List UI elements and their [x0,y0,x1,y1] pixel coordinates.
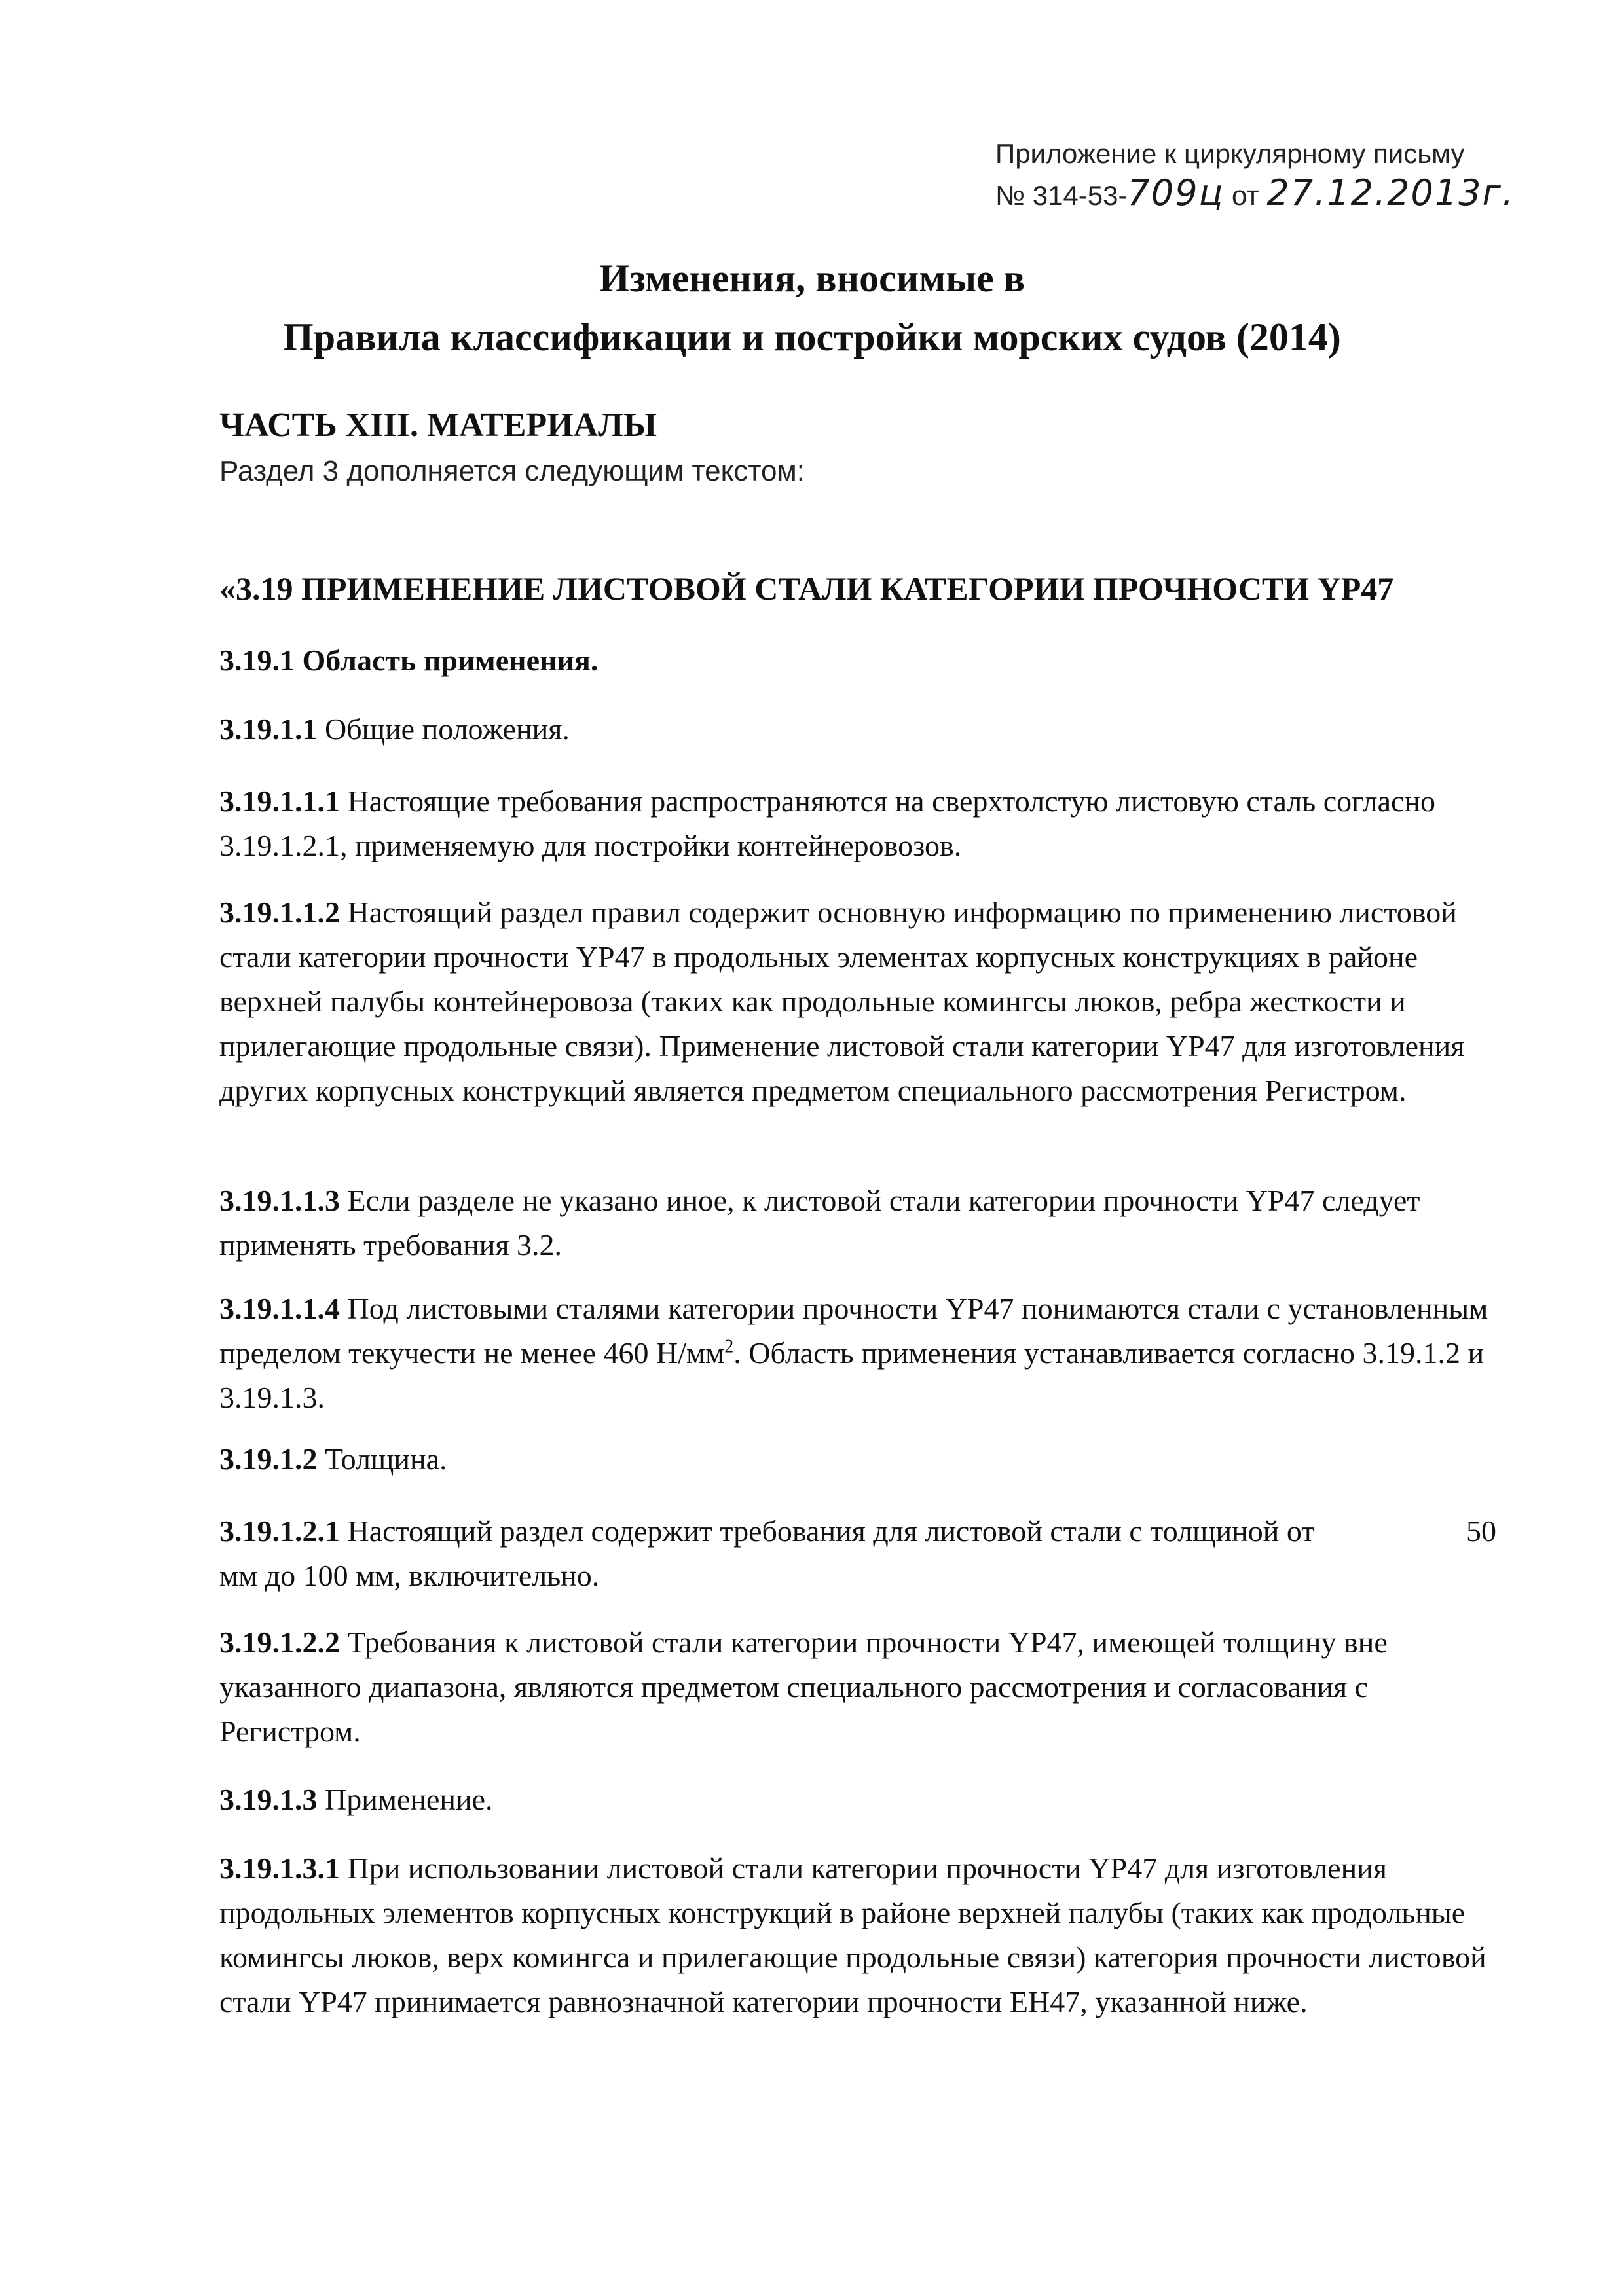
section-heading: «3.19 ПРИМЕНЕНИЕ ЛИСТОВОЙ СТАЛИ КАТЕГОРИИ ПРОЧНОСТИ YP47 [219,570,1394,607]
paragraph-3-19-1-1-1 [219,779,1496,868]
paragraph-text: Настоящий раздел содержит требования для листовой стали с толщиной от [347,1514,1315,1548]
thickness-value: 50 [1466,1514,1496,1548]
paragraph-3-19-1 [219,638,1496,683]
paragraph-number: 3.19.1.2.1 [219,1514,340,1548]
paragraph-number: 3.19.1.2.2 [219,1626,340,1659]
paragraph-text: Общие положения. [325,712,570,746]
letter-number-handwritten: 709ц [1127,172,1225,213]
paragraph-text: Применение. [325,1783,493,1816]
paragraph-3-19-1-3-1 [219,1846,1496,2024]
date-handwritten: 27.12.2013г. [1266,172,1515,213]
paragraph-3-19-1-1-2 [219,890,1496,1113]
paragraph-number: 3.19.1.1.1 [219,784,340,818]
paragraph-text: Настоящие требования распространяются на сверхтолстую листовую сталь согласно 3.19.1.2.1, применяемую для постройки контейнеровозов. [219,784,1436,862]
paragraph-text: Если разделе не указано иное, к листовой стали категории прочности YP47 следует применять требования 3.2. [219,1184,1420,1262]
part-heading: ЧАСТЬ XIII. МАТЕРИАЛЫ [219,407,657,444]
paragraph-3-19-1-1-4 [219,1286,1496,1420]
appendix-note [995,134,1585,215]
paragraph-number: 3.19.1.3.1 [219,1851,340,1885]
paragraph-number: 3.19.1.2 [219,1442,318,1476]
letter-prefix: № 314-53- [995,180,1128,211]
paragraph-text: Толщина. [325,1442,447,1476]
paragraph-text: Требования к листовой стали категории прочности YP47, имеющей толщину вне указанного диапазона, являются предметом специального рассмотрения и согласования с Регистром. [219,1626,1388,1748]
paragraph-text: Настоящий раздел правил содержит основную информацию по применению листовой стали категории прочности YP47 в продольных элементах корпусных конструкциях в районе верхней палубы контейнеровоза (таких как продольные комингсы люков, ребра жесткости и прилегающие продольные связи). Применение листовой стали категории YP47 для изготовления других корпусных конструкций является предметом специального рассмотрения Регистром. [219,896,1465,1107]
paragraph-text: При использовании листовой стали категории прочности YP47 для изготовления продольных элементов корпусных конструкций в районе верхней палубы (таких как продольные комингсы люков, верх комингса и прилегающие продольные связи) категория прочности листовой стали YP47 принимается равнозначной категории прочности EH47, указанной ниже. [219,1851,1486,2018]
paragraph-text-cont: мм до 100 мм, включительно. [219,1559,600,1592]
paragraph-number: 3.19.1 [219,644,295,677]
paragraph-3-19-1-2-1 [219,1509,1496,1598]
part-note: Раздел 3 дополняется следующим текстом: [219,455,805,487]
paragraph-number: 3.19.1.1.2 [219,896,340,929]
paragraph-3-19-1-1-3 [219,1178,1496,1267]
appendix-note-line2 [995,173,1585,215]
paragraph-3-19-1-1 [219,707,1496,752]
paragraph-text: Область применения. [302,644,599,677]
paragraph-3-19-1-3 [219,1777,1496,1822]
paragraph-number: 3.19.1.1 [219,712,318,746]
from-label: от [1232,180,1259,211]
superscript-2: 2 [724,1336,734,1357]
document-title-line1: Изменения, вносимые в [599,257,1025,300]
paragraph-text: Под листовыми сталями категории прочности YP47 понимаются стали с установленным пределом текучести не менее 460 Н/мм [219,1292,1488,1370]
paragraph-3-19-1-2 [219,1437,1496,1482]
paragraph-number: 3.19.1.3 [219,1783,318,1816]
paragraph-number: 3.19.1.1.3 [219,1184,340,1217]
paragraph-number: 3.19.1.1.4 [219,1292,340,1325]
document-title-line2: Правила классификации и постройки морских судов (2014) [283,316,1341,359]
appendix-note-line1: Приложение к циркулярному письму [995,138,1465,169]
paragraph-3-19-1-2-2 [219,1620,1496,1754]
paragraph-text-cont: . Область применения устанавливается согласно 3.19.1.2 и 3.19.1.3. [219,1336,1485,1414]
